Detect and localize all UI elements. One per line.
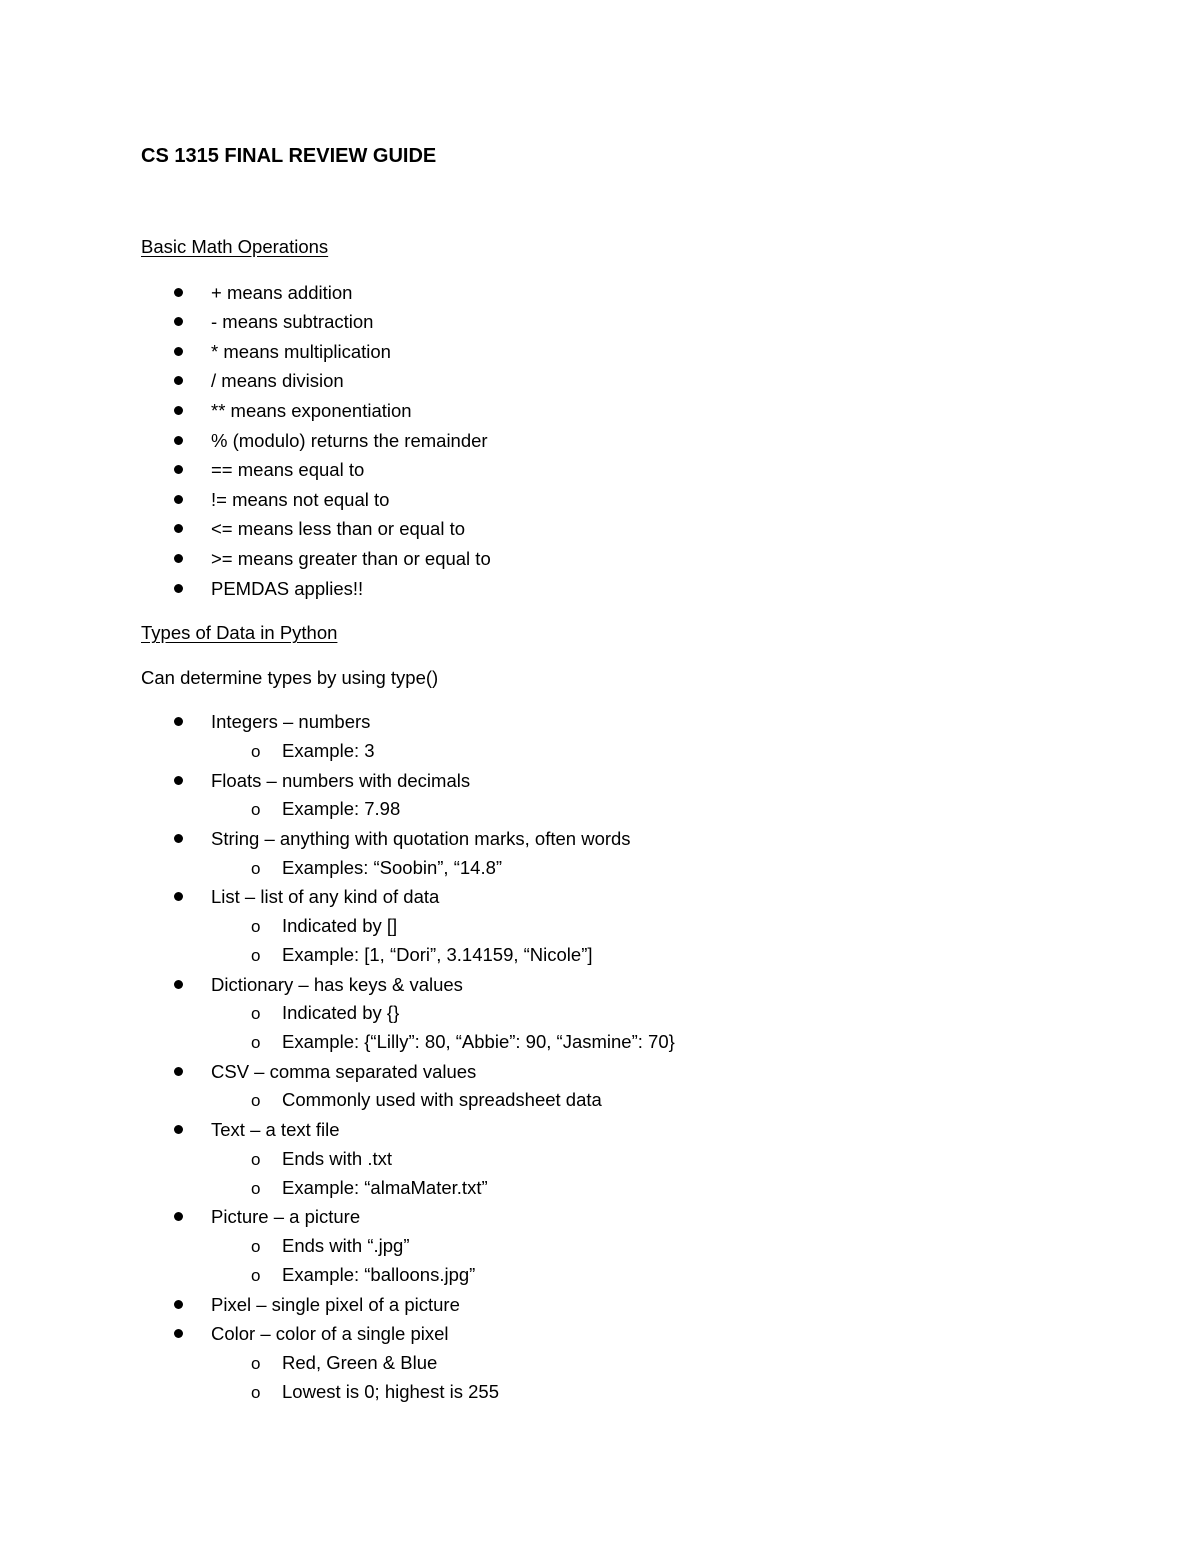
hollow-bullet-icon: o [251, 1353, 261, 1373]
hollow-bullet-icon: o [251, 1149, 261, 1169]
sub-list [211, 1349, 1101, 1407]
math-operations-list [141, 278, 1101, 604]
hollow-bullet-icon: o [251, 917, 261, 937]
bullet-icon [174, 554, 183, 563]
list-item [141, 1057, 1101, 1115]
list-item-text: Dictionary – has keys & values [211, 973, 463, 995]
list-item-text: ** means exponentiation [211, 399, 412, 421]
bullet-icon [174, 892, 183, 901]
list-item [141, 485, 1101, 515]
sub-list-item [211, 1261, 1101, 1290]
list-item-text: List – list of any kind of data [211, 886, 440, 908]
bullet-icon [174, 1067, 183, 1076]
document-title: CS 1315 FINAL REVIEW GUIDE [141, 145, 437, 167]
bullet-icon [174, 317, 183, 326]
sub-list-item [211, 1145, 1101, 1174]
hollow-bullet-icon: o [251, 1382, 261, 1402]
sub-list-item [211, 737, 1101, 766]
list-item [141, 455, 1101, 485]
list-item-text: / means division [211, 370, 344, 392]
sub-list [211, 737, 1101, 766]
list-item-text: % (modulo) returns the remainder [211, 429, 488, 451]
list-item [141, 366, 1101, 396]
bullet-icon [174, 1300, 183, 1309]
list-item-text: >= means greater than or equal to [211, 547, 491, 569]
list-item-text: + means addition [211, 281, 353, 303]
hollow-bullet-icon: o [251, 1091, 261, 1111]
sub-list-item-text: Ends with “.jpg” [282, 1235, 410, 1257]
sub-list-item-text: Indicated by {} [282, 1002, 400, 1024]
sub-list-item-text: Example: {“Lilly”: 80, “Abbie”: 90, “Jasmine”: 70} [282, 1031, 675, 1053]
bullet-icon [174, 465, 183, 474]
section-heading-types: Types of Data in Python [141, 622, 338, 644]
sub-list-item-text: Example: 7.98 [282, 798, 401, 820]
bullet-icon [174, 376, 183, 385]
hollow-bullet-icon: o [251, 1033, 261, 1053]
list-item-text: != means not equal to [211, 488, 390, 510]
list-item [141, 337, 1101, 367]
bullet-icon [174, 524, 183, 533]
bullet-icon [174, 717, 183, 726]
sub-list-item [211, 1232, 1101, 1261]
hollow-bullet-icon: o [251, 858, 261, 878]
types-intro: Can determine types by using type() [141, 666, 439, 688]
sub-list-item [211, 854, 1101, 883]
bullet-icon [174, 288, 183, 297]
list-item [141, 396, 1101, 426]
bullet-icon [174, 834, 183, 843]
sub-list [211, 795, 1101, 824]
bullet-icon [174, 495, 183, 504]
list-item-text: Text – a text file [211, 1119, 340, 1141]
sub-list-item [211, 1349, 1101, 1378]
sub-list-item-text: Example: “almaMater.txt” [282, 1176, 488, 1198]
list-item [141, 1319, 1101, 1406]
list-item-text: String – anything with quotation marks, often words [211, 828, 631, 850]
document-body [141, 140, 1101, 1406]
list-item-text: Pixel – single pixel of a picture [211, 1293, 460, 1315]
sub-list [211, 912, 1101, 970]
bullet-icon [174, 1329, 183, 1338]
list-item [141, 970, 1101, 1057]
sub-list-item-text: Lowest is 0; highest is 255 [282, 1380, 499, 1402]
sub-list-item-text: Commonly used with spreadsheet data [282, 1089, 602, 1111]
list-item-text: CSV – comma separated values [211, 1060, 477, 1082]
list-item [141, 824, 1101, 882]
sub-list-item-text: Ends with .txt [282, 1147, 393, 1169]
sub-list [211, 999, 1101, 1057]
bullet-icon [174, 406, 183, 415]
sub-list-item [211, 912, 1101, 941]
list-item [141, 1202, 1101, 1289]
bullet-icon [174, 1212, 183, 1221]
list-item [141, 766, 1101, 824]
list-item-text: Floats – numbers with decimals [211, 769, 471, 791]
sub-list-item [211, 941, 1101, 970]
list-item [141, 426, 1101, 456]
list-item-text: - means subtraction [211, 311, 374, 333]
list-item [141, 307, 1101, 337]
sub-list [211, 1232, 1101, 1290]
data-types-list [141, 707, 1101, 1406]
sub-list [211, 1086, 1101, 1115]
hollow-bullet-icon: o [251, 1237, 261, 1257]
hollow-bullet-icon: o [251, 800, 261, 820]
sub-list-item [211, 1174, 1101, 1203]
list-item [141, 278, 1101, 308]
bullet-icon [174, 1125, 183, 1134]
sub-list-item [211, 1086, 1101, 1115]
sub-list [211, 854, 1101, 883]
bullet-icon [174, 980, 183, 989]
sub-list-item-text: Example: [1, “Dori”, 3.14159, “Nicole”] [282, 943, 593, 965]
sub-list-item [211, 795, 1101, 824]
sub-list-item [211, 1028, 1101, 1057]
list-item [141, 882, 1101, 969]
list-item-text: == means equal to [211, 459, 365, 481]
hollow-bullet-icon: o [251, 1004, 261, 1024]
sub-list-item-text: Red, Green & Blue [282, 1351, 438, 1373]
hollow-bullet-icon: o [251, 945, 261, 965]
sub-list-item-text: Example: 3 [282, 739, 375, 761]
list-item [141, 574, 1101, 604]
list-item [141, 514, 1101, 544]
sub-list [211, 1145, 1101, 1203]
list-item-text: Integers – numbers [211, 711, 371, 733]
section-heading-math: Basic Math Operations [141, 236, 329, 257]
list-item [141, 544, 1101, 574]
sub-list-item-text: Examples: “Soobin”, “14.8” [282, 856, 503, 878]
hollow-bullet-icon: o [251, 741, 261, 761]
list-item-text: <= means less than or equal to [211, 518, 466, 540]
bullet-icon [174, 436, 183, 445]
list-item-text: PEMDAS applies!! [211, 577, 364, 599]
bullet-icon [174, 584, 183, 593]
list-item [141, 1290, 1101, 1320]
sub-list-item [211, 1378, 1101, 1407]
bullet-icon [174, 776, 183, 785]
list-item [141, 1115, 1101, 1202]
bullet-icon [174, 347, 183, 356]
list-item-text: Picture – a picture [211, 1206, 361, 1228]
list-item-text: Color – color of a single pixel [211, 1323, 449, 1345]
list-item-text: * means multiplication [211, 340, 391, 362]
sub-list-item-text: Example: “balloons.jpg” [282, 1263, 476, 1285]
list-item [141, 707, 1101, 765]
hollow-bullet-icon: o [251, 1265, 261, 1285]
sub-list-item-text: Indicated by [] [282, 915, 398, 937]
sub-list-item [211, 999, 1101, 1028]
hollow-bullet-icon: o [251, 1178, 261, 1198]
